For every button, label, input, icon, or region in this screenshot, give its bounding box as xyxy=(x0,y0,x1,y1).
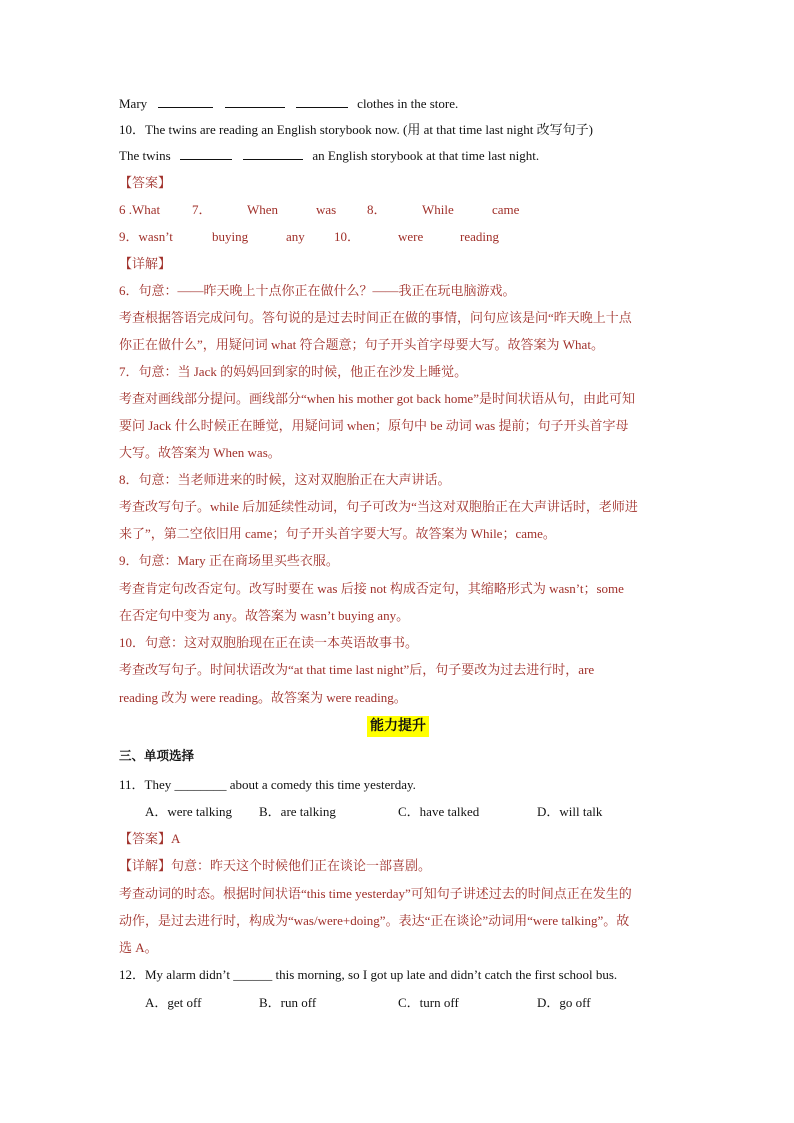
explanation-line: 7．句意：当 Jack 的妈妈回到家的时候，他正在沙发上睡觉。 xyxy=(119,364,468,379)
answer-6: 6 .What xyxy=(119,202,161,217)
answer-10-number: 10． xyxy=(334,229,361,244)
explanation-line: 大写。故答案为 When was。 xyxy=(119,445,281,460)
answer-7-number: 7． xyxy=(192,202,212,217)
answer-10-word-2: reading xyxy=(460,229,499,244)
q9-blank-3[interactable] xyxy=(296,95,348,108)
q9-fill-line xyxy=(119,95,458,113)
q11-answer: 【答案】A xyxy=(119,831,181,846)
q10-stem: 10．The twins are reading an English storybook now. (用 at that time last night 改写句子) xyxy=(119,122,593,137)
answer-8-number: 8． xyxy=(367,202,387,217)
q11-option-a[interactable]: A．were talking xyxy=(145,804,233,819)
explanation-line: 考查改写句子。时间状语改为“at that time last night”后，句子要改为过去进行时，are xyxy=(119,662,595,677)
explanation-line: 9．句意：Mary 正在商场里买些衣服。 xyxy=(119,553,339,568)
q11-stem: 11．They ________ about a comedy this time yesterday. xyxy=(119,777,416,792)
answer-7-word-1: When xyxy=(247,202,279,217)
q10-blank-1[interactable] xyxy=(180,147,232,160)
q9-blank-1[interactable] xyxy=(158,95,213,108)
explanation-line: 考查改写句子。while 后加延续性动词，句子可改为“当这对双胞胎正在大声讲话时，老师进 xyxy=(119,499,638,514)
section-title: 三、单项选择 xyxy=(119,748,195,763)
q10-fill-line xyxy=(119,147,539,165)
explanation-line: 考查肯定句改否定句。改写时要在 was 后接 not 构成否定句，其缩略形式为 wasn’t；some xyxy=(119,581,624,596)
detail-label: 【详解】 xyxy=(119,256,172,271)
explanation-line: 来了”，第二空依旧用 came；句子开头首字要大写。故答案为 While；came。 xyxy=(119,526,556,541)
explanation-line: 你正在做什么”，用疑问词 what 符合题意；句子开头首字母要大写。故答案为 What。 xyxy=(119,337,604,352)
q11-detail-label: 【详解】 xyxy=(119,858,172,873)
section-heading: 能力提升 xyxy=(367,716,429,737)
q12-option-d[interactable]: D．go off xyxy=(537,995,591,1010)
q9-prefix: Mary xyxy=(119,96,148,111)
q11-option-d[interactable]: D．will talk xyxy=(537,804,603,819)
answer-7-word-2: was xyxy=(316,202,337,217)
q12-option-c[interactable]: C．turn off xyxy=(398,995,459,1010)
q12-option-b[interactable]: B．run off xyxy=(259,995,317,1010)
explanation-line: 在否定句中变为 any。故答案为 wasn’t buying any。 xyxy=(119,608,410,623)
q9-blank-2[interactable] xyxy=(225,95,285,108)
explanation-line: 考查根据答语完成问句。答句说的是过去时间正在做的事情，问句应该是问“昨天晚上十点 xyxy=(119,310,632,325)
q10-prefix: The twins xyxy=(119,148,171,163)
answer-9-word-2: buying xyxy=(212,229,249,244)
q11-option-b[interactable]: B．are talking xyxy=(259,804,336,819)
explanation-line: 10．句意：这对双胞胎现在正在读一本英语故事书。 xyxy=(119,635,419,650)
q11-detail xyxy=(119,857,431,875)
q12-stem: 12．My alarm didn’t ______ this morning, so I got up late and didn’t catch the first school bus. xyxy=(119,967,618,982)
explanation-line: reading 改为 were reading。故答案为 were reading。 xyxy=(119,690,407,705)
answer-8-word-1: While xyxy=(422,202,454,217)
explanation-line: 8．句意：当老师进来的时候，这对双胞胎正在大声讲话。 xyxy=(119,472,451,487)
answer-8-word-2: came xyxy=(492,202,520,217)
q9-suffix: clothes in the store. xyxy=(357,96,459,111)
q11-detail-line: 选 A。 xyxy=(119,940,158,955)
explanation-line: 6．句意：——昨天晚上十点你正在做什么？——我正在玩电脑游戏。 xyxy=(119,283,516,298)
q11-option-c[interactable]: C．have talked xyxy=(398,804,480,819)
q12-option-a[interactable]: A．get off xyxy=(145,995,202,1010)
q10-suffix: an English storybook at that time last night. xyxy=(312,148,540,163)
q11-detail-line: 动作，是过去进行时，构成为“was/were+doing”。表达“正在谈论”动词用“were talking”。故 xyxy=(119,913,630,928)
explanation-line: 要问 Jack 什么时候正在睡觉，用疑问词 when；原句中 be 动词 was 提前；句子开头首字母 xyxy=(119,418,629,433)
q10-blank-2[interactable] xyxy=(243,147,303,160)
explanation-line: 考查对画线部分提问。画线部分“when his mother got back home”是时间状语从句，由此可知 xyxy=(119,391,635,406)
answer-10-word-1: were xyxy=(398,229,424,244)
answer-9-word-3: any xyxy=(286,229,305,244)
answer-9-word-1: 9．wasn’t xyxy=(119,229,173,244)
answer-label: 【答案】 xyxy=(119,175,172,190)
q11-detail-first: 句意：昨天这个时候他们正在谈论一部喜剧。 xyxy=(171,858,432,873)
q11-detail-line: 考查动词的时态。根据时间状语“this time yesterday”可知句子讲述过去的时间点正在发生的 xyxy=(119,886,632,901)
